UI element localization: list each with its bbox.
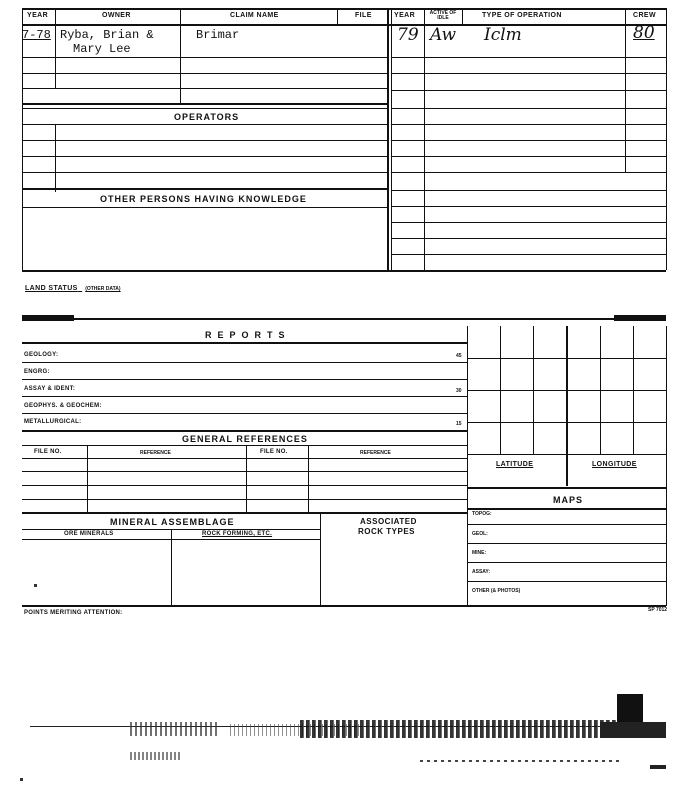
header-claim-name: CLAIM NAME — [230, 12, 279, 19]
handwritten-operation: Iclm — [484, 25, 522, 45]
land-status-label: LAND STATUS — [25, 285, 78, 292]
rock-types-label: ROCK TYPES — [358, 527, 416, 536]
report-row-engrg: ENGRG: — [24, 369, 50, 375]
entry-year: 7-78 — [22, 28, 51, 42]
header-year-2: YEAR — [394, 12, 416, 19]
maps-row-assay: ASSAY: — [472, 569, 491, 575]
header-type-of-operation: TYPE OF OPERATION — [482, 12, 562, 19]
report-row-assay: ASSAY & IDENT: — [24, 386, 76, 392]
other-persons-label: OTHER PERSONS HAVING KNOWLEDGE — [100, 194, 307, 204]
report-num-30: 30 — [456, 388, 462, 394]
maps-row-topog: TOPOG: — [472, 511, 492, 517]
latitude-label: LATITUDE — [496, 461, 534, 468]
mineral-assemblage-title: MINERAL ASSEMBLAGE — [110, 517, 235, 527]
report-num-45: 45 — [456, 353, 462, 359]
maps-row-geol: GEOL: — [472, 531, 488, 537]
ref-header-reference-2: REFERENCE — [360, 450, 391, 456]
land-status-sub: (OTHER DATA) — [85, 286, 121, 292]
general-references-title: GENERAL REFERENCES — [182, 434, 308, 444]
maps-row-mine: MINE: — [472, 550, 487, 556]
ore-minerals-label: ORE MINERALS — [64, 531, 114, 537]
form-code: SP 7012 — [648, 607, 668, 613]
header-active-idle: ACTIVE OF IDLE — [429, 10, 457, 21]
handwritten-year: 79 — [397, 25, 419, 45]
report-num-15: 15 — [456, 421, 462, 427]
ref-header-file-no-1: FILE NO. — [34, 449, 62, 455]
reports-title: REPORTS — [205, 330, 291, 340]
rock-forming-label: ROCK FORMING, ETC. — [202, 531, 273, 537]
header-year: YEAR — [27, 12, 49, 19]
report-row-metallurgical: METALLURGICAL: — [24, 419, 82, 425]
handwritten-active-idle: Aw — [430, 25, 457, 45]
operators-label: OPERATORS — [174, 112, 240, 122]
maps-title: MAPS — [553, 495, 584, 505]
entry-owner: Ryba, Brian & — [60, 28, 154, 42]
header-file: FILE — [355, 12, 372, 19]
entry-claim-name: Brimar — [196, 28, 240, 42]
report-row-geology: GEOLOGY: — [24, 352, 59, 358]
longitude-label: LONGITUDE — [592, 461, 637, 468]
report-row-geophys: GEOPHYS. & GEOCHEM: — [24, 403, 102, 409]
header-crew: CREW — [633, 12, 656, 19]
entry-owner-line-2: Mary Lee — [73, 42, 131, 56]
handwritten-crew: 80 — [633, 23, 655, 43]
associated-label: ASSOCIATED — [360, 517, 417, 526]
points-meriting-label: POINTS MERITING ATTENTION: — [24, 610, 123, 616]
ref-header-reference-1: REFERENCE — [140, 450, 171, 456]
header-owner: OWNER — [102, 12, 131, 19]
ref-header-file-no-2: FILE NO. — [260, 449, 288, 455]
maps-row-other: OTHER (& PHOTOS) — [472, 588, 521, 594]
